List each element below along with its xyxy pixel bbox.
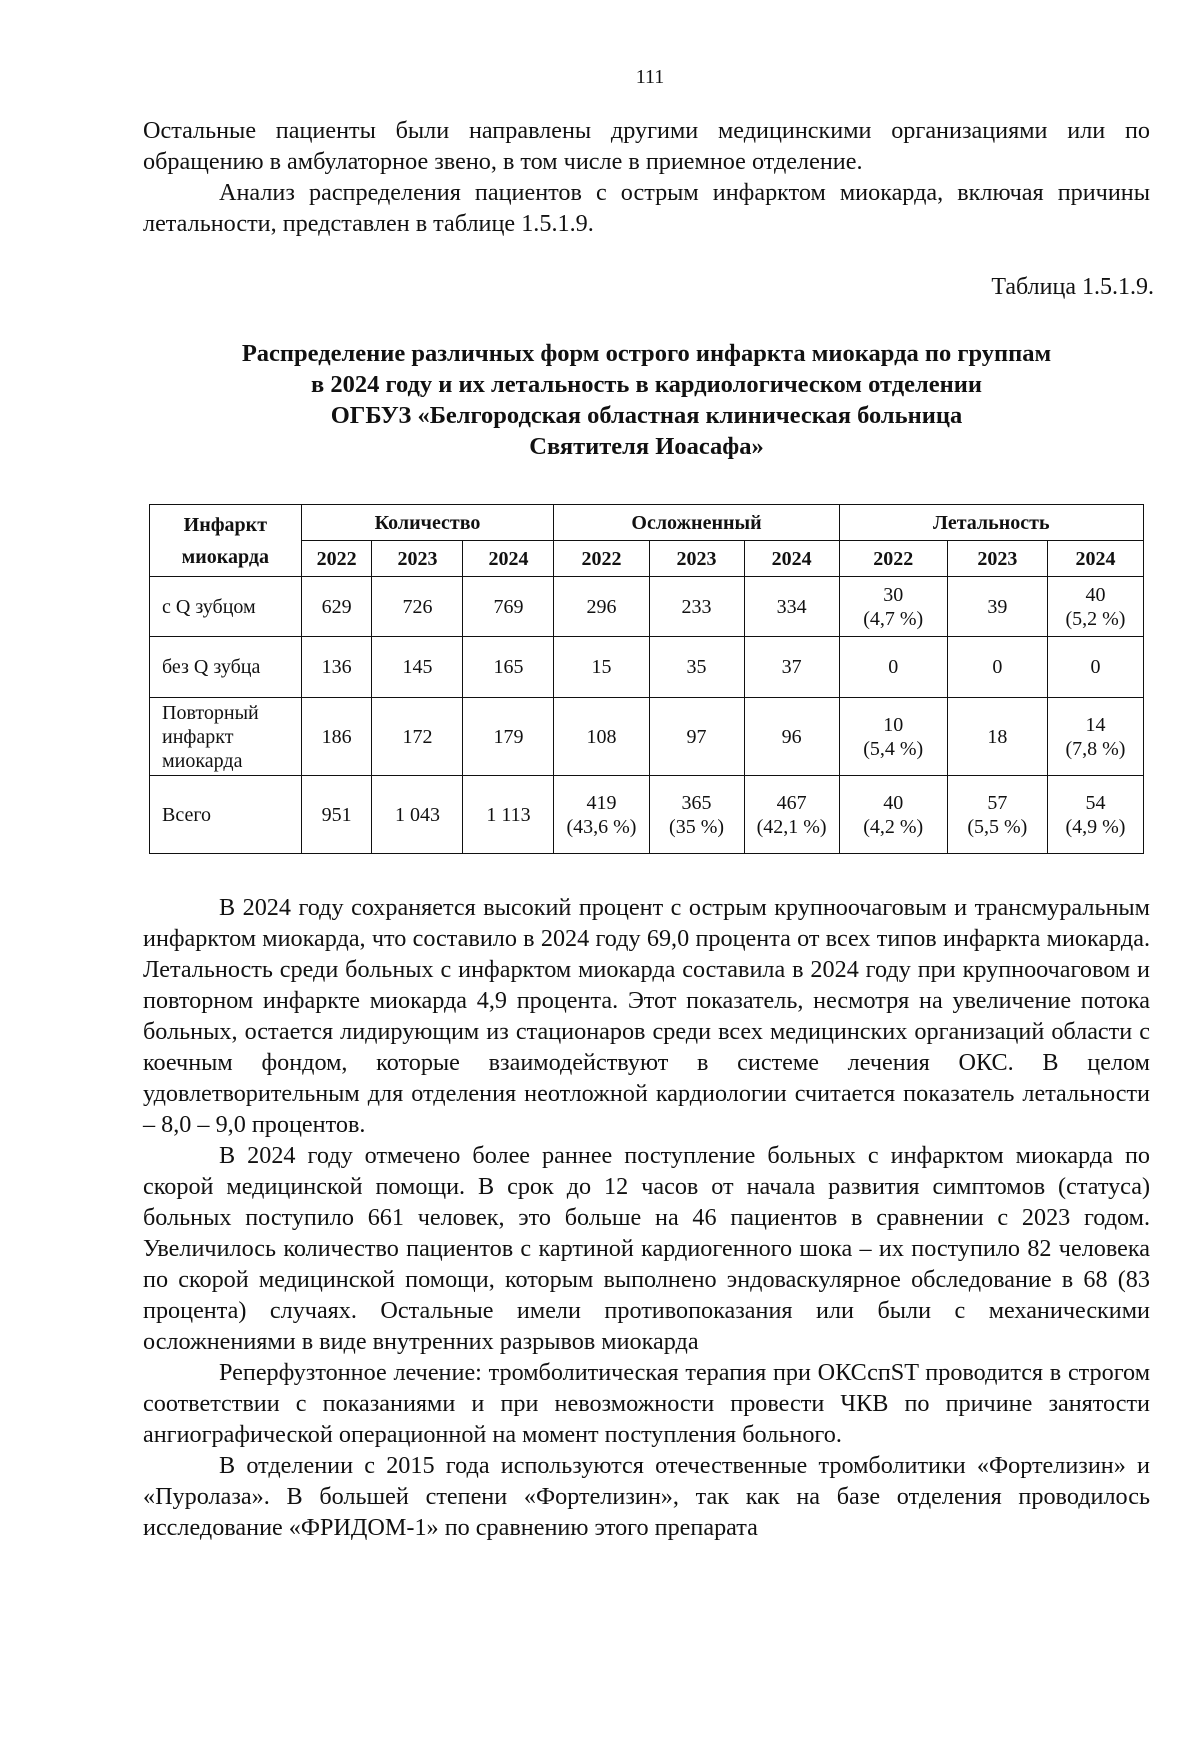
cell-value: (5,4 %) [863,737,924,760]
intro-text [143,115,1150,239]
cell-value: (42,1 %) [756,815,827,838]
table-cell [554,577,649,637]
year-header: 2023 [947,541,1047,577]
cell-value: 10 [883,713,904,736]
cell-value: 136 [321,656,352,679]
row-label-cell [150,637,302,697]
cell-value: 40 [1085,583,1106,606]
row-label-line: миокарда [162,749,243,772]
cell-value: 165 [493,656,524,679]
cell-value: 629 [321,595,352,618]
table-cell [839,577,947,637]
cell-value: 35 [686,656,707,679]
year-header: 2024 [463,541,554,577]
table-cell [947,776,1047,854]
cell-value: 18 [987,725,1008,748]
table-cell [463,577,554,637]
table-cell [649,577,744,637]
body-paragraph: В 2024 году сохраняется высокий процент с острым крупноочаговым и трансмуральным инфарктом миокарда, что составило в 2024 году 69,0 процента от всех типов инфаркта миокарда. Летальность среди больных с инфарктом миокарда составила в 2024 году при крупноочаговом и повторном инфаркте миокарда 4,9 процента. Этот показатель, несмотря на увеличение потока больных, остается лидирующим из стационаров среди всех медицинских организаций области с коечным фондом, которые взаимодействуют в системе лечения ОКС. В целом удовлетворительным для отделения неотложной кардиологии считается показатель летальности – 8,0 – 9,0 процентов. [143,894,1150,1138]
cell-value: 172 [402,725,433,748]
cell-value: 37 [781,656,802,679]
cell-value: (4,9 %) [1065,815,1126,838]
table-cell [839,697,947,776]
table-cell [372,697,463,776]
cell-value: 145 [402,656,433,679]
cell-value: (4,2 %) [863,815,924,838]
table-caption: Таблица 1.5.1.9. [991,274,1154,300]
year-header: 2023 [372,541,463,577]
cell-value: 1 113 [486,803,531,826]
table-cell [1047,637,1143,697]
table-cell [839,776,947,854]
cell-value: 30 [883,583,904,606]
table-cell [1047,697,1143,776]
table-cell [744,776,839,854]
table-cell [649,776,744,854]
cell-value: 419 [586,791,617,814]
table-cell [554,697,649,776]
table-title-line: ОГБУЗ «Белгородская областная клиническая больница [330,402,963,429]
table-cell [463,637,554,697]
body-paragraph: В отделении с 2015 года используются отечественные тромболитики «Фортелизин» и «Пуролаза». В большей степени «Фортелизин», так как на базе отделения проводилось исследование «ФРИДОМ-1» по сравнению этого препарата [143,1452,1150,1541]
year-header: 2023 [649,541,744,577]
table-title-line: в 2024 году и их летальность в кардиологическом отделении [311,371,982,398]
cell-value: 57 [987,791,1008,814]
cell-value: (5,2 %) [1065,607,1126,630]
table-cell [744,697,839,776]
cell-value: 726 [402,595,433,618]
cell-value: (43,6 %) [566,815,637,838]
cell-value: (35 %) [669,815,725,838]
table-cell [554,776,649,854]
cell-value: 296 [586,595,617,618]
table-cell [649,637,744,697]
table-cell [463,697,554,776]
cell-value: 54 [1085,791,1106,814]
table-cell [744,577,839,637]
table-cell [372,776,463,854]
group-header: Летальность [839,505,1143,541]
table-cell [744,637,839,697]
cell-value: 467 [776,791,807,814]
row-label-line: Всего [162,803,212,826]
year-header: 2022 [301,541,372,577]
cell-value: (4,7 %) [863,607,924,630]
cell-value: 334 [776,595,807,618]
body-paragraph: В 2024 году отмечено более раннее поступление больных с инфарктом миокарда по скорой медицинской помощи. В срок до 12 часов от начала развития симптомов (статуса) больных поступило 661 человек, это больше на 46 пациентов в сравнении с 2023 годом. Увеличилось количество пациентов с картиной кардиогенного шока – их поступило 82 человека по скорой медицинской помощи, которым выполнено эндоваскулярное обследование в 68 (83 процента) случаях. Остальные имели противопоказания или были с механическими осложнениями в виде внутренних разрывов миокарда [143,1142,1150,1355]
cell-value: 0 [992,656,1003,679]
cell-value: 15 [591,656,612,679]
cell-value: 769 [493,595,524,618]
table-cell [301,577,372,637]
table-row [150,776,1144,854]
row-label-line: Повторный [162,701,259,724]
cell-value: 0 [1090,656,1101,679]
year-header: 2024 [1047,541,1143,577]
body-text [143,892,1150,1543]
table-cell [301,697,372,776]
group-header: Осложненный [554,505,839,541]
table-cell [1047,776,1143,854]
cell-value: 40 [883,791,904,814]
table-row [150,697,1144,776]
table-cell [947,577,1047,637]
intro-paragraph: Остальные пациенты были направлены другими медицинскими организациями или по обращению в амбулаторное звено, в том числе в приемное отделение. [143,117,1150,175]
row-label-cell [150,697,302,776]
intro-paragraph: Анализ распределения пациентов с острым инфарктом миокарда, включая причины летальности, представлен в таблице 1.5.1.9. [143,179,1150,237]
table-title [143,338,1150,462]
cell-value: 179 [493,725,524,748]
cell-value: 108 [586,725,617,748]
year-header: 2024 [744,541,839,577]
cell-value: 186 [321,725,352,748]
row-label-cell [150,577,302,637]
cell-value: 951 [321,803,352,826]
year-header: 2022 [554,541,649,577]
table-cell [554,637,649,697]
cell-value: (5,5 %) [967,815,1028,838]
table-row [150,577,1144,637]
row-header-line: миокарда [181,545,269,568]
row-label-line: с Q зубцом [162,595,256,618]
table-row [150,637,1144,697]
table-cell [372,577,463,637]
table-cell [1047,577,1143,637]
cell-value: (7,8 %) [1065,737,1126,760]
cell-value: 96 [781,725,802,748]
cell-value: 97 [686,725,707,748]
group-header: Количество [301,505,554,541]
page-number: 111 [635,66,665,88]
row-label-line: инфаркт [162,725,234,748]
table-cell [372,637,463,697]
row-label-line: без Q зубца [162,656,261,679]
table-title-line: Святителя Иоасафа» [529,433,764,460]
cell-value: 233 [681,595,712,618]
row-label-cell [150,776,302,854]
table-cell [947,697,1047,776]
table-cell [301,776,372,854]
table-cell [463,776,554,854]
body-paragraph: Реперфузтонное лечение: тромболитическая терапия при ОКСспST проводится в строгом соответствии с показаниями и при невозможности провести ЧКВ по причине занятости ангиографической операционной на момент поступления больного. [143,1359,1150,1448]
table-body [150,577,1144,854]
table-title-line: Распределение различных форм острого инфаркта миокарда по группам [241,340,1052,367]
row-header-line: Инфаркт [183,513,268,536]
data-table [149,504,1144,854]
table-cell [649,697,744,776]
cell-value: 14 [1085,713,1106,736]
table-cell [301,637,372,697]
cell-value: 39 [987,595,1008,618]
year-header: 2022 [839,541,947,577]
table-cell [947,637,1047,697]
cell-value: 1 043 [394,803,440,826]
table-cell [839,637,947,697]
cell-value: 0 [888,656,899,679]
cell-value: 365 [681,791,712,814]
row-header-cell [150,505,302,577]
